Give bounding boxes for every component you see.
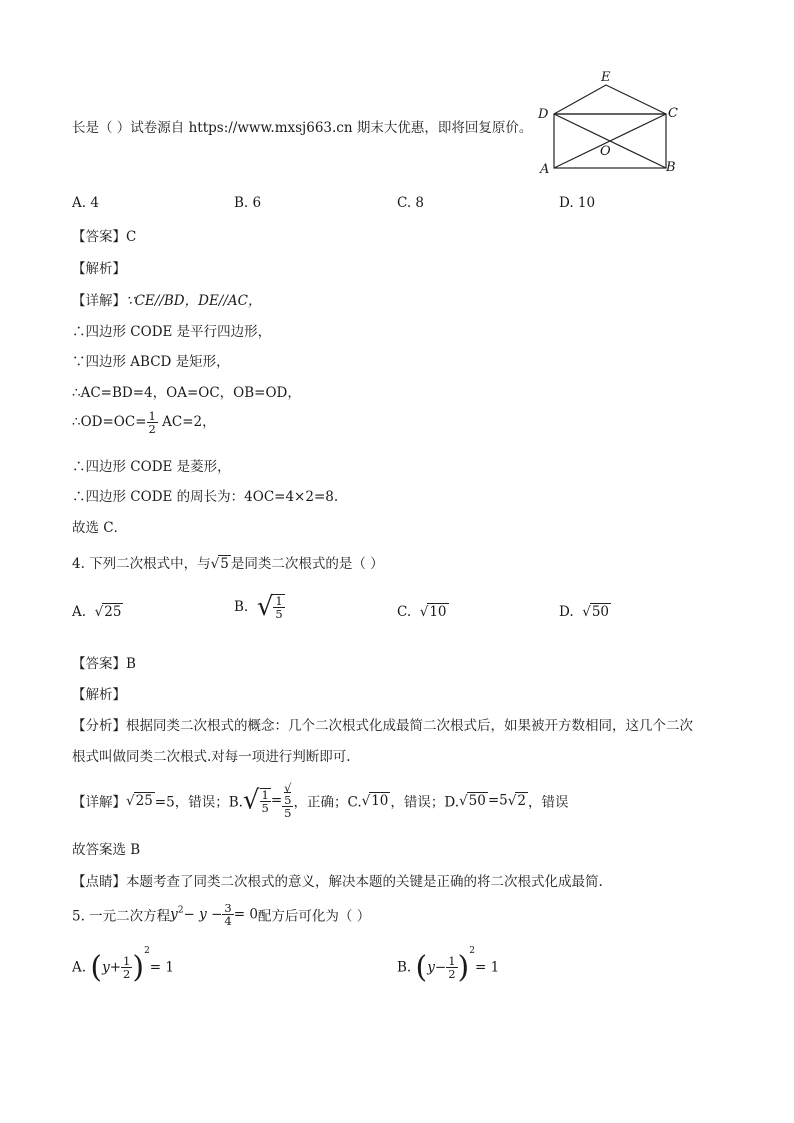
answer-value: C: [126, 229, 137, 245]
q3-answer: [72, 225, 136, 245]
q3-detail-line-6: ∴四边形 CODE 是菱形，: [72, 459, 231, 475]
label-c: C: [668, 106, 678, 121]
q3-detail-line-2: ∴四边形 CODE 是平行四边形，: [72, 324, 272, 340]
q4-dianjing: 【点睛】本题考查了同类二次根式的意义，解决本题的关键是正确的将二次根式化成最简.: [72, 874, 603, 890]
q4-analysis-tag: 【解析】: [72, 687, 126, 703]
q4-conclusion: 故答案选 B: [72, 842, 141, 858]
q3-option-b: B. 6: [234, 195, 262, 211]
label-a: A: [540, 162, 550, 177]
q3-detail-line-1: 【详解】∵CE//BD，DE//AC，: [72, 293, 262, 309]
rectangle-rhombus-figure: [530, 65, 690, 180]
q3-stem-tail: 长是（ ）试卷源自 https://www.mxsj663.cn 期末大优惠，即将回复原价。: [72, 120, 533, 136]
q4-answer: 【答案】B: [72, 656, 136, 672]
label-d: D: [538, 107, 549, 122]
q3-detail-line-3: ∵四边形 ABCD 是矩形，: [72, 354, 230, 370]
sqrt-5: √5: [210, 556, 229, 572]
q3-detail-line-4: ∴AC=BD=4，OA=OC，OB=OD，: [72, 385, 301, 401]
q5-option-a: A. (y+ $\frac{1}{2}$ )$^2$= 1: [72, 946, 174, 985]
q4-stem: 4. 下列二次根式中，与√5 是同类二次根式的是（ ）: [72, 556, 384, 572]
q4-fenxi-line-1: 【分析】根据同类二次根式的概念：几个二次根式化成最简二次根式后，如果被开方数相同，这几个二次: [72, 718, 693, 734]
q4-detail: 【详解】√25 =5，错误；B.√ $\frac{1}{5}$ = √ 5 5 ，正确；C.√10 ，错误；D.√50 =5√2 ，错误: [72, 781, 569, 821]
q4-option-c: C. √10: [397, 604, 447, 620]
q3-detail-line-5: ∴OD=OC= $\frac{1}{2}$ AC=2，: [72, 409, 216, 437]
fraction-one-half: $\frac{1}{2}$: [148, 409, 156, 437]
q4-option-b: B. √ $\frac{1}{5}$: [234, 592, 283, 622]
answer-tag: 【答案】: [72, 229, 126, 245]
q4-option-a: A. √25: [72, 604, 122, 620]
label-o: O: [600, 144, 611, 159]
q3-conclusion: 故选 C．: [72, 520, 128, 536]
q4-fenxi-line-2: 根式叫做同类二次根式.对每一项进行判断即可.: [72, 749, 351, 765]
q3-option-a: A. 4: [72, 195, 99, 211]
label-e: E: [601, 70, 611, 85]
detail-tag: 【详解】: [72, 293, 126, 309]
label-b: B: [666, 160, 676, 175]
q3-option-c: C. 8: [397, 195, 425, 211]
q3-analysis-tag: 【解析】: [72, 261, 126, 277]
q3-option-d: D. 10: [559, 195, 596, 211]
q4-option-d: D. √50: [559, 604, 610, 620]
q5-option-b: B. (y− $\frac{1}{2}$ )$^2$= 1: [397, 946, 500, 985]
q5-stem: 5. 一元二次方程$y^2- y$ − $\frac{3}{4}$ = 0配方后可化为（ ）: [72, 901, 371, 929]
q3-detail-line-7: ∴四边形 CODE 的周长为：4OC=4×2=8.: [72, 489, 339, 505]
